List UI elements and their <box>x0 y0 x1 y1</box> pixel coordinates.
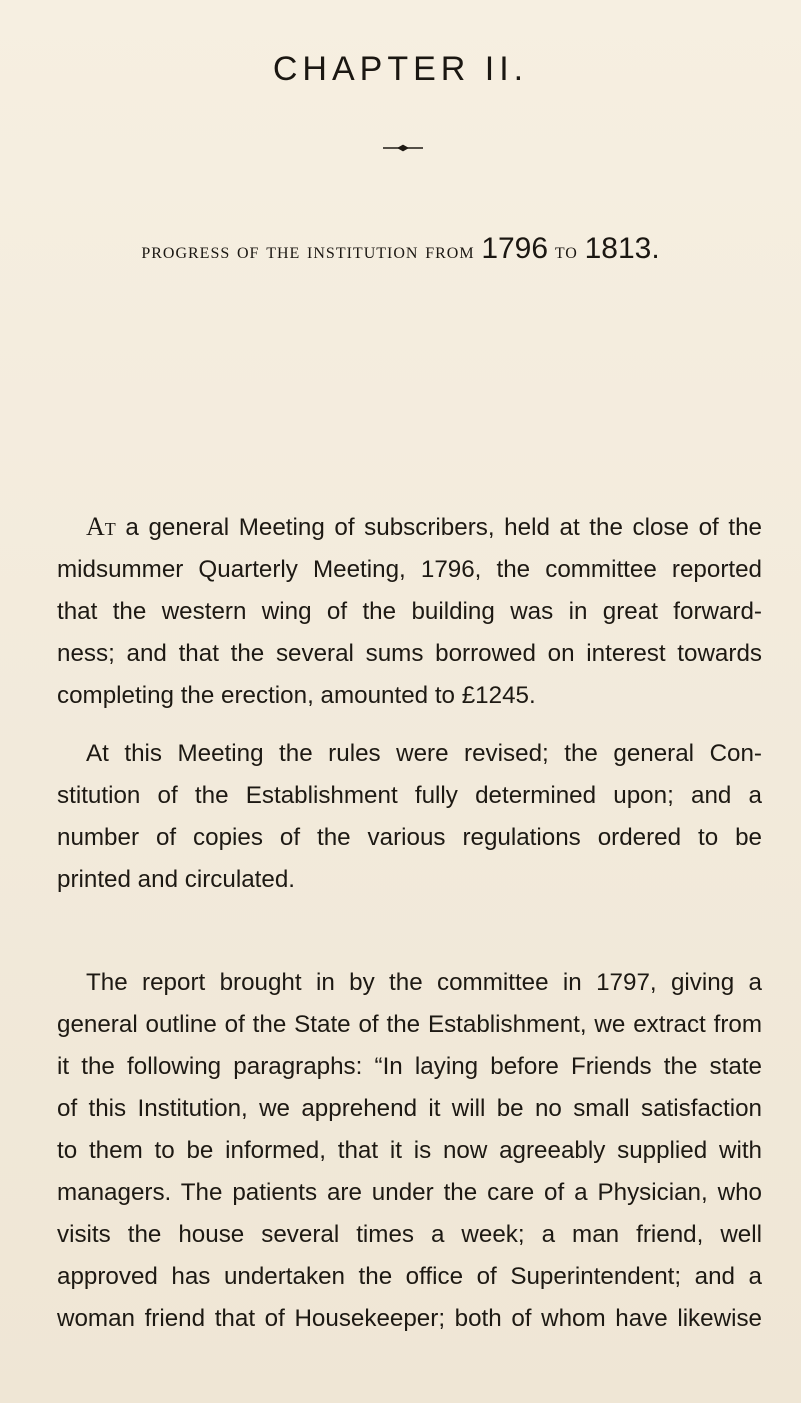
paragraph-line: printed and circulated. <box>57 866 295 893</box>
paragraph-3 <box>57 962 762 1340</box>
paragraph-line: to them to be informed, that it is now agreeably supplied with <box>57 1137 762 1164</box>
paragraph-line: ness; and that the several sums borrowed on interest towards <box>57 640 762 667</box>
subtitle-prefix: progress of the institution from <box>141 238 475 263</box>
rule-ornament-icon <box>383 143 423 153</box>
paragraph-line: number of copies of the various regulations ordered to be <box>57 824 762 851</box>
year-to: 1813. <box>584 232 660 265</box>
paragraph-line: managers. The patients are under the care of a Physician, who <box>57 1179 762 1206</box>
paragraph-line: completing the erection, amounted to £1245. <box>57 682 536 709</box>
paragraph-line: it the following paragraphs: “In laying before Friends the state <box>57 1053 762 1080</box>
year-from: 1796 <box>481 232 549 265</box>
subtitle-to: to <box>554 238 578 263</box>
paragraph-line: midsummer Quarterly Meeting, 1796, the committee reported <box>57 556 762 583</box>
paragraph-lead-word: At <box>86 512 116 541</box>
paragraph-line: general outline of the State of the Establishment, we extract from <box>57 1011 762 1038</box>
paragraph-line: At this Meeting the rules were revised; the general Con- <box>86 740 762 767</box>
chapter-heading: CHAPTER II. <box>272 50 529 88</box>
paragraph-1 <box>57 506 762 717</box>
paragraph-line: woman friend that of Housekeeper; both of whom have likewise <box>57 1305 762 1332</box>
paragraph-line: The report brought in by the committee in 1797, giving a <box>86 969 762 996</box>
paragraph-line: of this Institution, we apprehend it will be no small satisfaction <box>57 1095 762 1122</box>
section-subtitle <box>30 232 771 266</box>
paragraph-line: that the western wing of the building was in great forward- <box>57 598 762 625</box>
paragraph-2 <box>57 733 762 901</box>
paragraph-line: At a general Meeting of subscribers, held at the close of the <box>86 512 762 541</box>
paragraph-line: visits the house several times a week; a man friend, well <box>57 1221 762 1248</box>
paragraph-line: approved has undertaken the office of Superintendent; and a <box>57 1263 762 1290</box>
paragraph-line: stitution of the Establishment fully determined upon; and a <box>57 782 762 809</box>
